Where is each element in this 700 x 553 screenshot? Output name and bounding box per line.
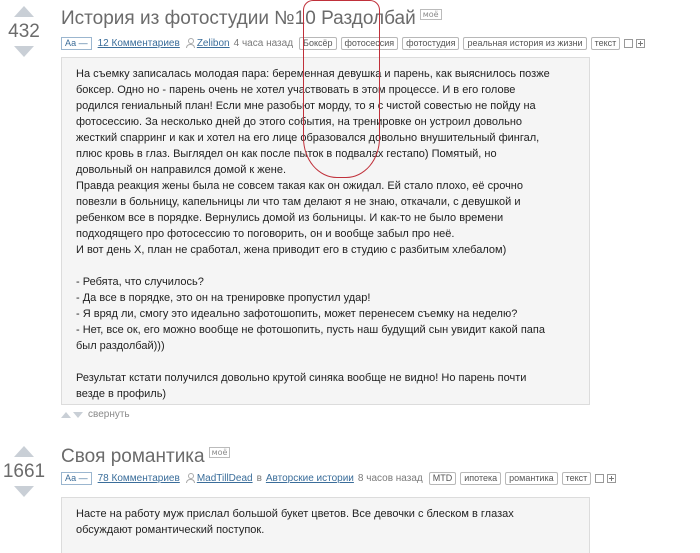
collapse-label[interactable]: свернуть bbox=[88, 409, 130, 420]
post-title[interactable]: История из фотостудии №10 Раздолбай bbox=[61, 8, 416, 29]
save-icon[interactable] bbox=[624, 39, 633, 48]
save-icon[interactable] bbox=[595, 474, 604, 483]
user-icon bbox=[186, 473, 195, 483]
tag[interactable]: текст bbox=[591, 37, 621, 50]
rating-block bbox=[0, 6, 48, 57]
collapse-up-icon bbox=[61, 412, 71, 418]
rating-score: 432 bbox=[8, 21, 40, 42]
post-time: 8 часов назад bbox=[357, 472, 423, 484]
collapse-control[interactable] bbox=[61, 409, 130, 420]
post-body: Насте на работу муж прислал большой букет цветов. Все девочки с блеском в глазах обсуждают романтический поступок. bbox=[76, 508, 514, 536]
plus-icon[interactable] bbox=[636, 39, 645, 48]
font-size-toggle[interactable]: Аа — bbox=[61, 472, 92, 485]
post-meta bbox=[61, 471, 616, 485]
upvote-arrow-icon[interactable] bbox=[14, 6, 34, 17]
downvote-arrow-icon[interactable] bbox=[14, 486, 34, 497]
comments-link[interactable]: 12 Комментариев bbox=[97, 37, 180, 49]
author-link[interactable]: Zelibon bbox=[196, 37, 230, 49]
moe-badge: моё bbox=[420, 9, 442, 20]
author-link[interactable]: MadTillDead bbox=[196, 472, 253, 484]
tag[interactable]: ипотека bbox=[460, 472, 501, 485]
post-title-row bbox=[61, 446, 230, 472]
plus-icon[interactable] bbox=[607, 474, 616, 483]
tag[interactable]: фотосессия bbox=[341, 37, 399, 50]
downvote-arrow-icon[interactable] bbox=[14, 46, 34, 57]
post-content bbox=[61, 57, 590, 405]
moe-badge: моё bbox=[209, 447, 231, 458]
comments-link[interactable]: 78 Комментариев bbox=[97, 472, 180, 484]
tag[interactable]: MTD bbox=[429, 472, 457, 485]
collapse-down-icon bbox=[73, 412, 83, 418]
post-title[interactable]: Своя романтика bbox=[61, 446, 205, 467]
post-time: 4 часа назад bbox=[233, 37, 294, 49]
tag[interactable]: реальная история из жизни bbox=[463, 37, 586, 50]
post-meta bbox=[61, 36, 645, 50]
tag[interactable]: текст bbox=[562, 472, 592, 485]
rating-score: 1661 bbox=[2, 461, 46, 482]
upvote-arrow-icon[interactable] bbox=[14, 446, 34, 457]
community-link[interactable]: Авторские истории bbox=[265, 472, 354, 484]
tag[interactable]: Боксёр bbox=[299, 37, 336, 50]
user-icon bbox=[186, 38, 195, 48]
tag[interactable]: романтика bbox=[505, 472, 557, 485]
post-content bbox=[61, 497, 590, 553]
post-body: На съемку записалась молодая пара: беременная девушка и парень, как выяснилось позже боксер. Одно но - парень очень не хотел участвовать в этом процессе. И в его голове родился гениальный план! Если мне разобьют морду, то я с чистой совестью не пойду на фотосессию. За несколько дней до этого события, на тренировке он устроил довольно жесткий спарринг и как и хотел на его лице образовался довольно внушительный фингал, плюс кровь в глаз. Выглядел он как после пыток в подвалах гестапо) Помятый, но довольный он направился домой к жене. Правда реакция жены была не совсем такая как он ожидал. Ей стало плохо, её срочно повезли в больницу, капельницы ли что там делают я не знаю, откачали, с девушкой и ребенком все в порядке. Вернулись домой из больницы. И как-то не было времени подходящего про фотосессию то поговорить, он и вообще забыл про неё. И вот день Х, план не сработал, жена приводит его в студию с разбитым хлебалом) - Ребята, что случилось? - Да все в порядке, это он на тренировке пропустил удар! - Я вряд ли, смогу это идеально зафотошопить, может перенесем съемку на неделю? - Нет, все ок, его можно вообще не фотошопить, пусть наш будущий сын увидит какой папа был раздолбай))) Результат кстати получился довольно крутой синяка вообще не видно! Но парень почти везде в профиль) bbox=[76, 68, 550, 400]
author-prep: в bbox=[256, 472, 262, 484]
post-title-row bbox=[61, 8, 442, 34]
font-size-toggle[interactable]: Аа — bbox=[61, 37, 92, 50]
rating-block bbox=[0, 446, 48, 497]
tag[interactable]: фотостудия bbox=[402, 37, 459, 50]
